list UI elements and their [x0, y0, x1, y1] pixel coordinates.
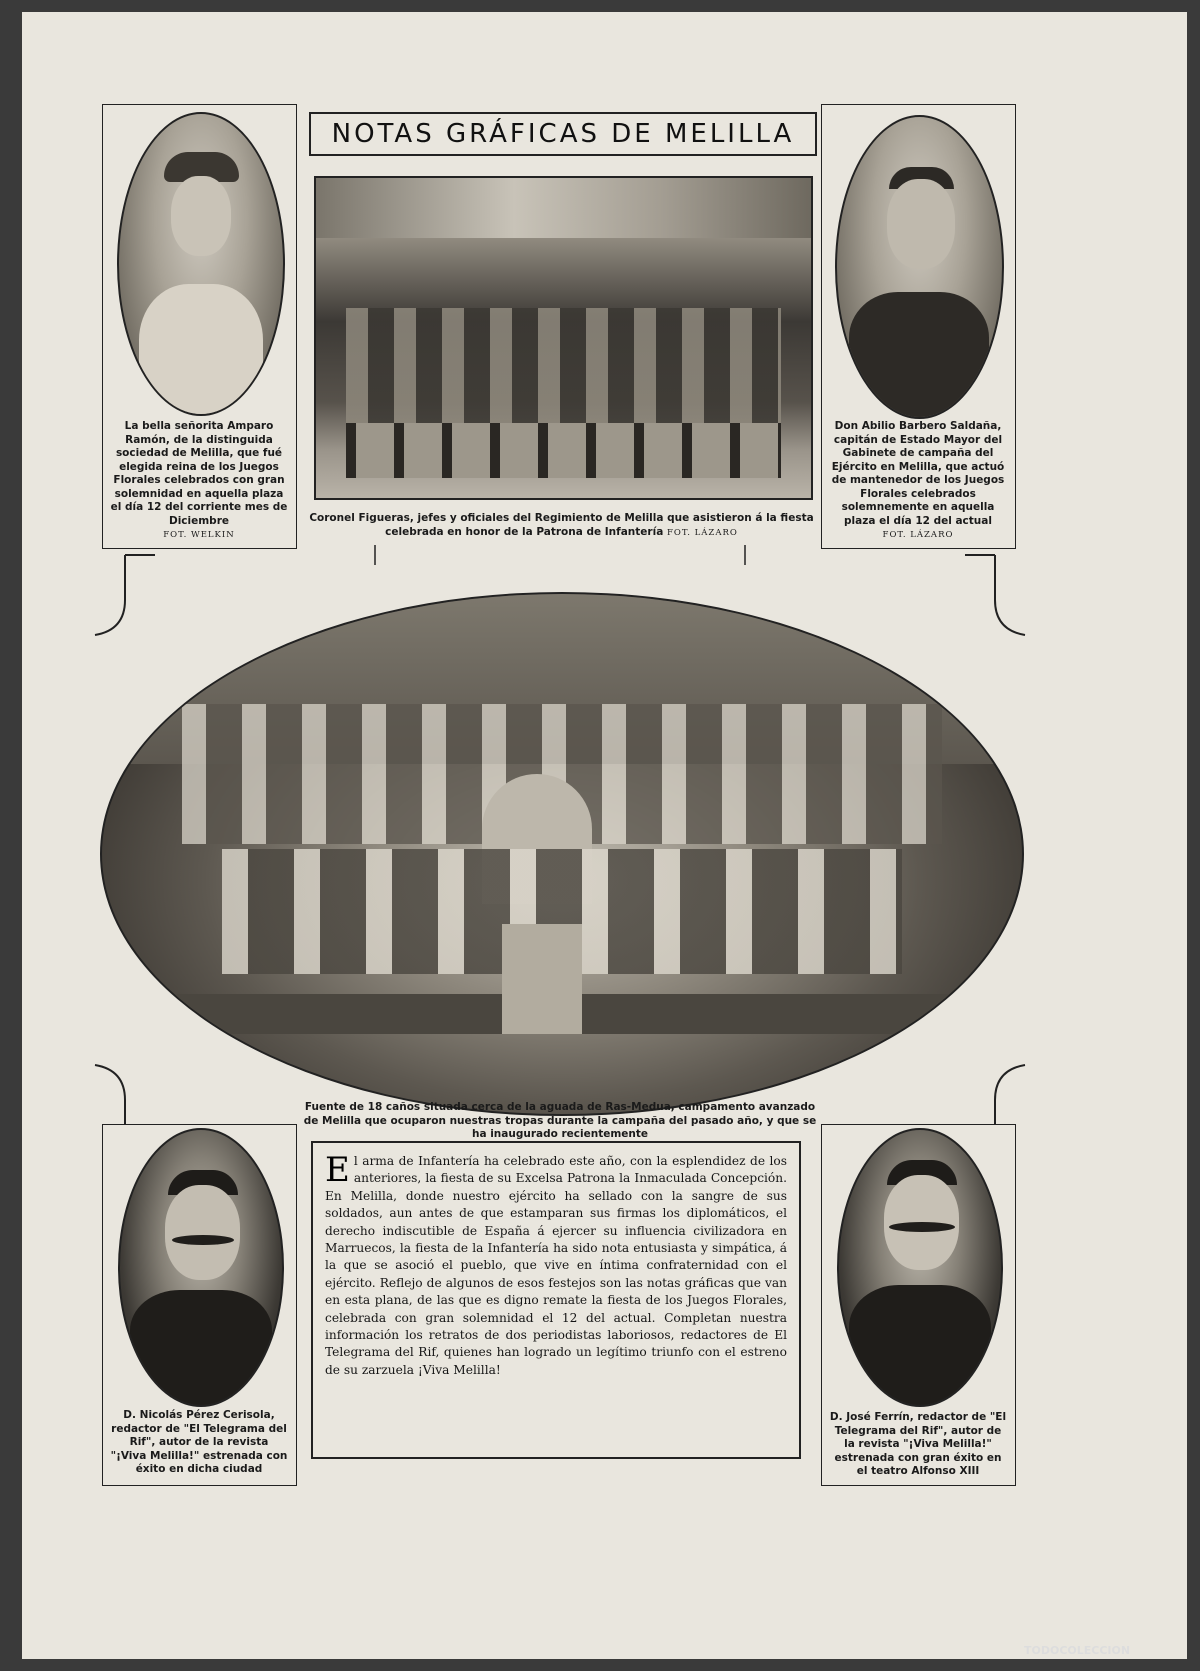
top-center-caption-text: Coronel Figueras, jefes y oficiales del Regimiento de Melilla que asistieron á la fiesta celebrada en honor de la Patrona de Infantería — [309, 512, 814, 538]
page-title: NOTAS GRÁFICAS DE MELILLA — [331, 119, 795, 149]
top-left-caption-text: La bella señorita Amparo Ramón, de la distinguida sociedad de Melilla, que fué elegida reina de los Juegos Florales celebrados con gran solemnidad en aquella plaza el día 12 del corriente mes de Diciembre — [110, 420, 288, 527]
top-right-caption — [829, 420, 1007, 543]
portrait-amparo-ramon — [117, 112, 285, 416]
bottom-left-caption — [110, 1409, 288, 1477]
top-right-caption-text: Don Abilio Barbero Saldaña, capitán de Estado Mayor del Gabinete de campaña del Ejército en Melilla, que actuó de mantenedor de los Juegos Florales celebrados solemnemente en aquella plaza el día 12 del actual — [831, 420, 1005, 527]
top-center-caption — [304, 512, 819, 540]
top-left-credit: FOT. WELKIN — [163, 530, 235, 540]
top-center-credit: FOT. LÁZARO — [666, 527, 738, 538]
portrait-nicolas-perez-cerisola — [118, 1128, 284, 1407]
bottom-right-caption-text: D. José Ferrín, redactor de "El Telegrama del Rif", autor de la revista "¡Viva Melilla!" estrenada con gran éxito en el teatro Alfonso XIII — [829, 1411, 1007, 1477]
article-dropcap: E — [325, 1150, 350, 1190]
top-right-credit: FOT. LÁZARO — [882, 530, 954, 540]
article-body: l arma de Infantería ha celebrado este año, con la esplendidez de los anteriores, la fiesta de su Excelsa Patrona la Inmaculada Concepción. En Melilla, donde nuestro ejército ha sellado con la sangre de sus soldados, aun antes de que estamparan sus firmas los diplomáticos, el derecho indiscutible de España á ejercer su influencia civilizadora en Marruecos, la fiesta de la Infantería ha sido nota entusiasta y simpática, á la que se asoció el pueblo, que vive en íntima confraternidad con el ejército. Reflejo de algunos de esos festejos son las notas gráficas que van en esta plana, de las que es digno remate la fiesta de los Juegos Florales, celebrada con gran solemnidad el 12 del actual. Completan nuestra información los retratos de dos periodistas laboriosos, redactores de El Telegrama del Rif, quienes han logrado un legítimo triunfo con el estreno de su zarzuela ¡Viva Melilla! — [325, 1154, 787, 1377]
watermark-logo: TODOCOLECCION — [1024, 1644, 1131, 1657]
top-left-caption — [110, 420, 288, 543]
middle-caption — [300, 1101, 820, 1142]
portrait-abilio-barbero — [835, 115, 1004, 419]
bottom-left-caption-text: D. Nicolás Pérez Cerisola, redactor de "El Telegrama del Rif", autor de la revista "¡Viva Melilla!" estrenada con éxito en dicha ciudad — [110, 1409, 288, 1475]
title-box — [309, 112, 817, 156]
middle-caption-text: Fuente de 18 caños situada cerca de la aguada de Ras-Medua, campamento avanzado de Melilla que ocuparon nuestras tropas durante la campaña del pasado año, y que se ha inaugurado recientemente — [303, 1101, 817, 1140]
fountain-photo-ras-medua — [100, 592, 1024, 1116]
article-box — [311, 1141, 801, 1459]
bottom-right-caption — [829, 1411, 1007, 1479]
group-photo-officers — [314, 176, 813, 500]
portrait-jose-ferrin — [837, 1128, 1003, 1407]
